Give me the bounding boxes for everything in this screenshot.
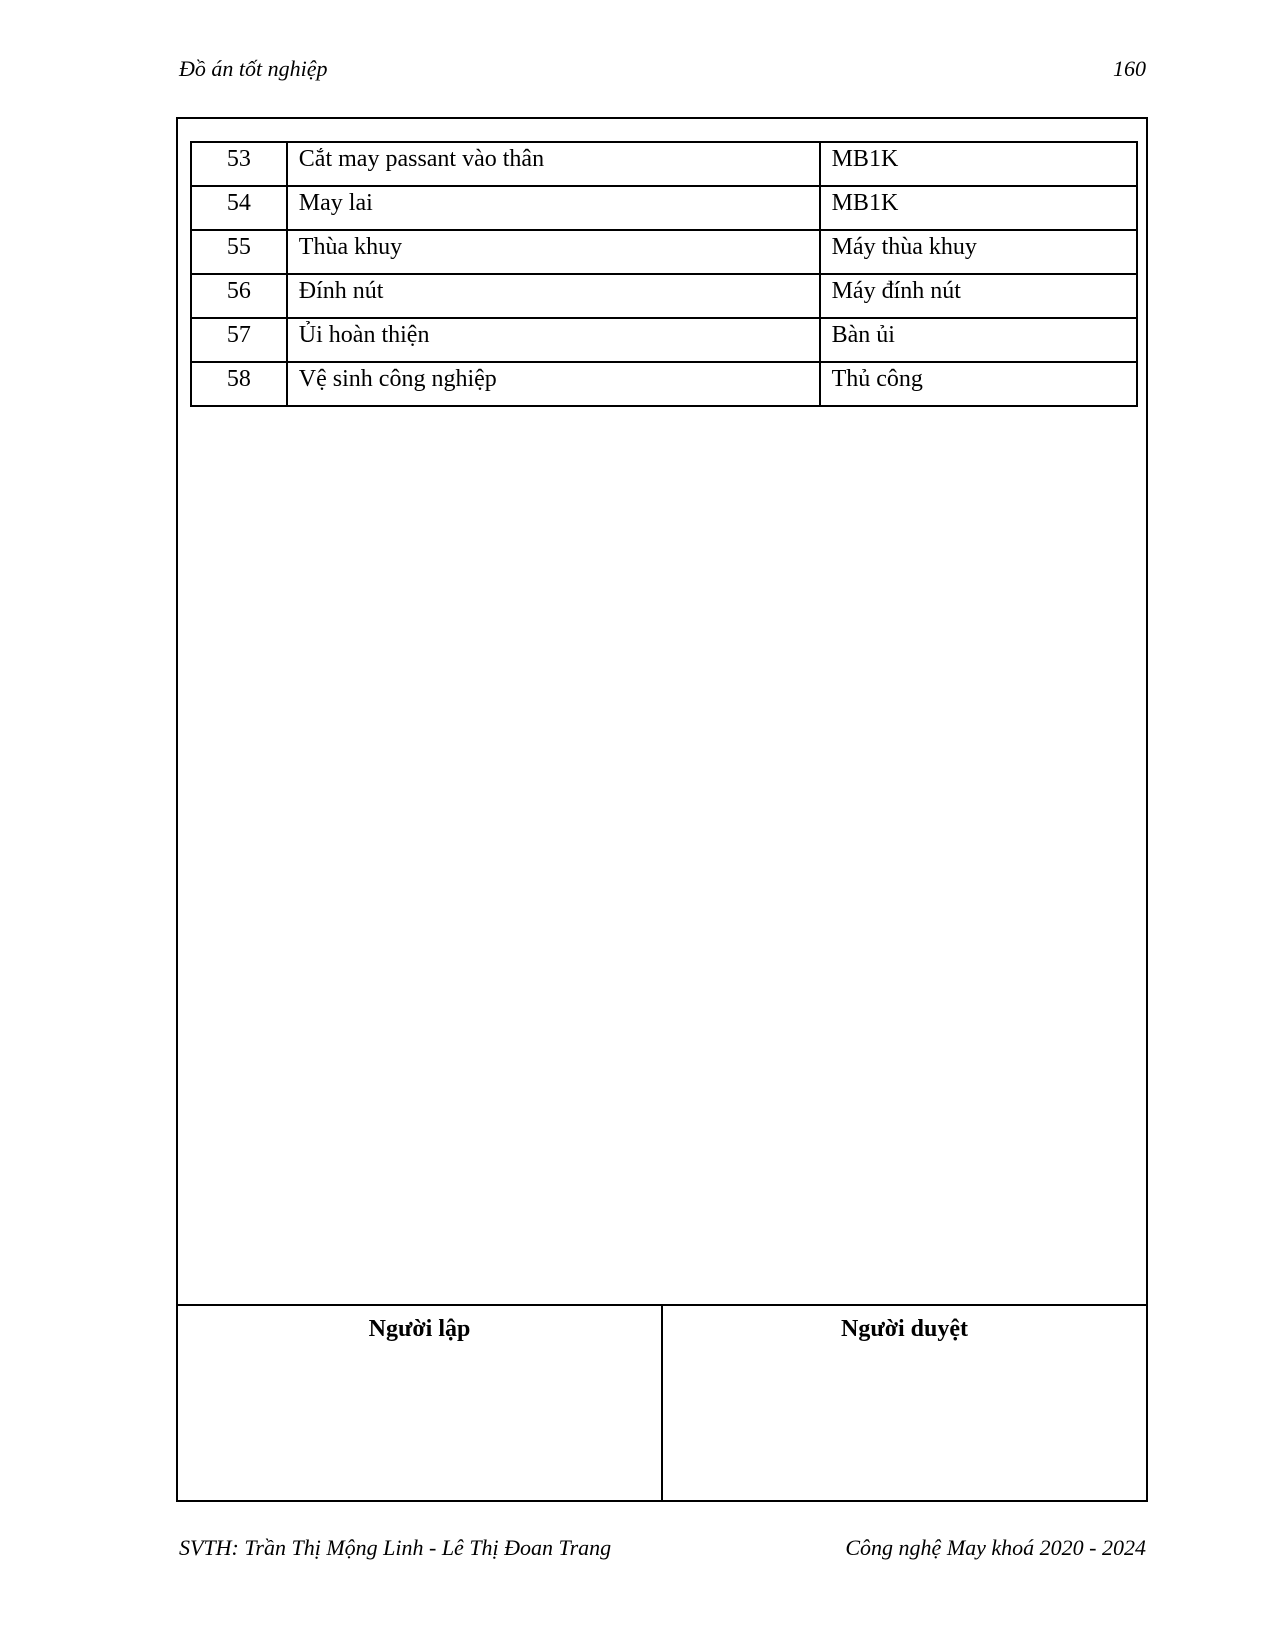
- equipment: Thủ công: [820, 362, 1137, 406]
- equipment: Máy đính nút: [820, 274, 1137, 318]
- table-row: [191, 230, 1137, 274]
- row-number: 58: [191, 362, 287, 406]
- signature-table: [178, 1304, 1146, 1500]
- step-name: Vệ sinh công nghiệp: [287, 362, 820, 406]
- page-number: 160: [1113, 56, 1146, 81]
- row-number: 54: [191, 186, 287, 230]
- step-name: Đính nút: [287, 274, 820, 318]
- document-title: Đồ án tốt nghiệp: [179, 56, 328, 81]
- step-name: Cắt may passant vào thân: [287, 142, 820, 186]
- footer-authors: SVTH: Trần Thị Mộng Linh - Lê Thị Đoan Trang: [179, 1535, 612, 1560]
- row-number: 57: [191, 318, 287, 362]
- step-name: May lai: [287, 186, 820, 230]
- process-table: [190, 141, 1138, 407]
- creator-signature-cell: [178, 1306, 663, 1500]
- equipment: Bàn ủi: [820, 318, 1137, 362]
- content-frame: [176, 117, 1148, 1502]
- step-name: Ủi hoàn thiện: [287, 318, 820, 362]
- page-header: [179, 56, 1146, 86]
- equipment: Máy thùa khuy: [820, 230, 1137, 274]
- table-row: [191, 274, 1137, 318]
- step-name: Thùa khuy: [287, 230, 820, 274]
- approver-signature-cell: [663, 1306, 1146, 1500]
- row-number: 53: [191, 142, 287, 186]
- row-number: 55: [191, 230, 287, 274]
- page-footer: [179, 1535, 1146, 1565]
- approver-label: Người duyệt: [840, 1316, 969, 1342]
- table-row: [191, 318, 1137, 362]
- footer-program: Công nghệ May khoá 2020 - 2024: [845, 1535, 1146, 1560]
- table-row: [191, 362, 1137, 406]
- table-row: [191, 186, 1137, 230]
- equipment: MB1K: [820, 186, 1137, 230]
- table-row: [191, 142, 1137, 186]
- equipment: MB1K: [820, 142, 1137, 186]
- creator-label: Người lập: [368, 1316, 471, 1342]
- row-number: 56: [191, 274, 287, 318]
